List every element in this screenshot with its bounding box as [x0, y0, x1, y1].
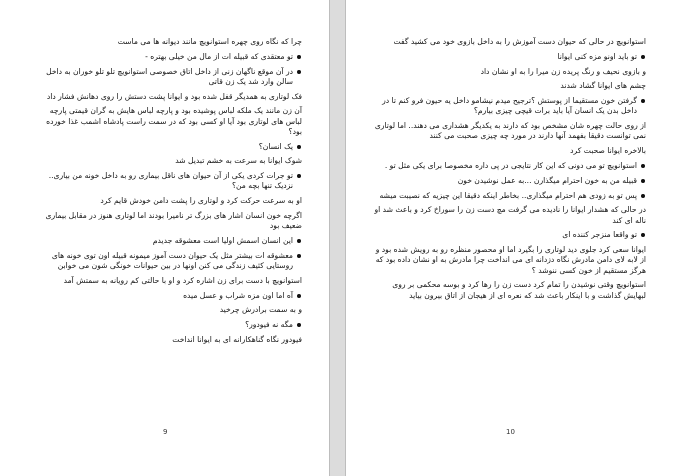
left-page	[0, 0, 330, 476]
bullet-paragraph: پس تو به زودی هم احترام میگذاری.. بخاطر اینکه دقیقا این چیزیه که نصیبت میشه	[374, 191, 646, 201]
text-paragraph: فیودور نگاه گناهکارانه ای به ایوانا انداخت	[172, 334, 302, 344]
text-paragraph: و بازوی نحیف و رنگ پریده زن میرا را به او نشان داد	[480, 66, 646, 76]
bullet-paragraph: تو معتقدی که قبیله ات از مال من خیلی بهتره -	[34, 52, 302, 62]
bullet-paragraph: در آن موقع ناگهان زنی از داخل اتاق خصوصی استوانویچ تلو تلو خوران به داخل سالن وارد شد یک زن قاتی	[34, 67, 302, 87]
text-paragraph: چرا که نگاه روی چهره استوانویچ مانند دیوانه ها می ماست	[117, 37, 302, 46]
text-paragraph: آن زن مانند یک ملکه لباس پوشیده بود و پارچه لباس هایش به گران قیمتی پارچه لباس های لوتاری بود آیا او کسی بود که در سمت راست پادشاه اشمب غذا خورده بود؟	[46, 106, 302, 136]
bullet-paragraph: تو جرات کردی یکی از آن حیوان های ناقل بیماری رو به داخل خونه من بیاری.. نزدیک تنها بچه من؟	[34, 171, 302, 191]
text-paragraph: شوک ایوانا به سرعت به خشم تبدیل شد	[175, 156, 302, 166]
text-paragraph: او به سرعت حرکت کرد و لوتاری را پشت دامن خودش قایم کرد	[100, 196, 302, 206]
bullet-paragraph: تو واقعا منزجر کننده ای	[374, 230, 646, 240]
bullet-paragraph: این انسان اسمش اولیا است معشوقه جدیدم	[34, 236, 302, 246]
bullet-paragraph: گرفتن خون مستقیما از پوستش ؟ترجیح میدم نیشامو داخل یه حیون فرو کنم تا در داخل بدن یک انسان آیا باید برات قیچی چیزی بیارم؟	[374, 96, 646, 116]
text-paragraph: استوانویچ با دست برای زن اشاره کرد و او با حالتی کم رویانه به سمتش آمد	[63, 275, 302, 285]
text-paragraph: و به سمت برادرش چرخید	[219, 305, 302, 315]
text-paragraph: استوانویچ در حالی که حیوان دست آموزش را به داخل بازوی خود می کشید گفت	[393, 37, 646, 46]
bullet-paragraph: مگه نه فیودور؟	[34, 320, 302, 330]
text-paragraph: فک لوتاری به همدیگر قفل شده بود و ایوانا پشت دستش را روی دهانش فشار داد	[46, 91, 302, 101]
bullet-paragraph: استوانویچ تو می دونی که این کار نتایجی در پی داره مخصوصا برای یکی مثل تو .	[374, 161, 646, 171]
bullet-paragraph: آه اما اون مزه شراب و عسل میده	[34, 291, 302, 301]
bullet-paragraph: یک انسان؟	[34, 142, 302, 152]
bullet-paragraph: معشوقه ات بیشتر مثل یک حیوان دست آموز میمونه قبیله اون توی خونه های روستایی کثیف زندگی می کنن اونها در بین حیوانات خونگی شون می خوابن	[34, 251, 302, 271]
right-page	[345, 0, 675, 476]
text-paragraph: ایوانا سعی کرد جلوی دید لوتاری را بگیرد اما او محصور منظره رو به رویش شده بود و از لابه لای دامن مادرش نگاه دزدانه ای می انداخت چرا مادرش به او نشان داده بود که هرگز مستقیم از خون کسی ننوشد ؟	[375, 245, 646, 275]
left-page-text	[34, 37, 302, 350]
text-paragraph: بالاخره ایوانا صحبت کرد	[570, 146, 646, 156]
left-page-number: 9	[163, 428, 168, 436]
text-paragraph: اگرچه خون انسان اشار های بزرگ تر نامیرا بودند اما لوتاری هنوز در مقابل بیماری ضعیف بود	[45, 210, 302, 231]
right-page-number: 10	[506, 428, 515, 436]
text-paragraph: از روی حالت چهره شان مشخص بود که دارند به یکدیگر هشداری می دهند.. اما لوتاری نمی توانست دقیقا بفهمد آنها دارند در مورد چه چیزی صحبت می کنند	[374, 121, 646, 141]
text-paragraph: چشم های ایوانا گشاد شدند	[560, 81, 646, 91]
text-paragraph: استوانویچ وقتی نوشیدن را تمام کرد دست زن را رها کرد و بوسه محکمی بر روی لبهایش گذاشت و با اینکار باعث شد که نعره ای از هیجان از اتاق بیرون بیاید	[392, 280, 646, 300]
right-page-text	[374, 37, 646, 305]
text-paragraph: در حالی که هشدار ایوانا را نادیده می گرفت مچ دست زن را سوراخ کرد و باعث شد او ناله ای کند	[374, 205, 646, 225]
bullet-paragraph: تو باید اونو مزه کنی ایوانا	[374, 52, 646, 62]
bullet-paragraph: قبیله من به خون احترام میگذارن ...به عمل نوشیدن خون	[374, 176, 646, 186]
